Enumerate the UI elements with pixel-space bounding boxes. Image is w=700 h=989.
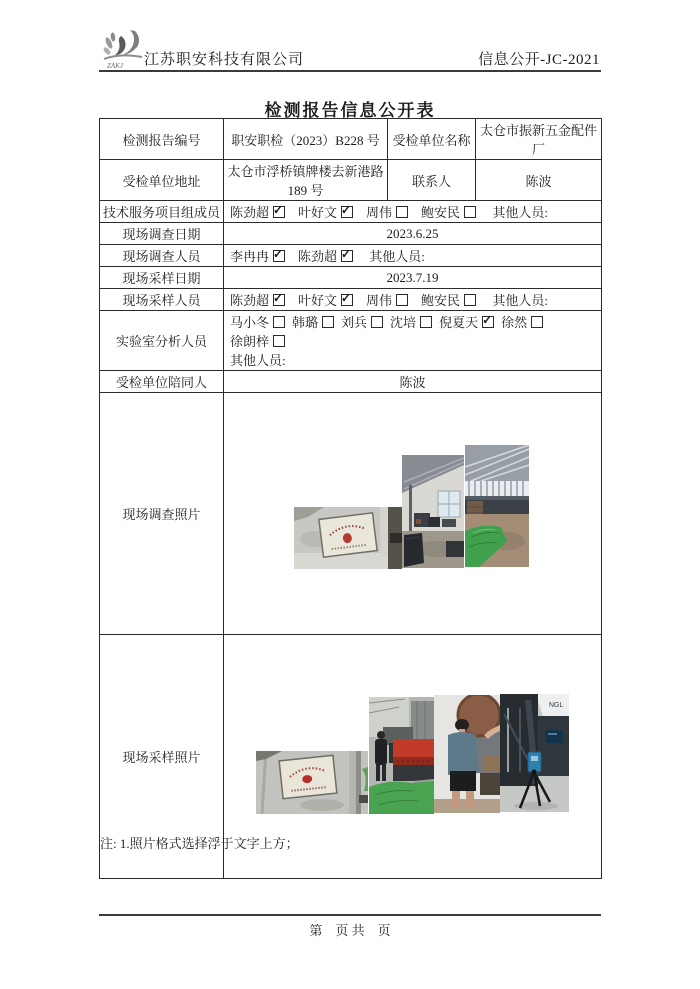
company-name: 江苏职安科技有限公司 [144,52,305,68]
person-checkbox-item [421,205,476,220]
logo-text: ZAKJ [107,62,123,70]
person-checkbox-item [298,293,353,308]
survey-staff-cell [224,245,602,267]
report-no-value: 职安职检（2023）B228 号 [224,119,388,160]
survey-photo-workshop-interior [402,455,464,568]
lab-staff-label: 实验室分析人员 [100,311,224,371]
unchecked-checkbox-icon [273,316,285,328]
escort-label: 受检单位陪同人 [100,371,224,393]
checked-checkbox-icon [273,206,285,218]
unchecked-checkbox-icon [464,294,476,306]
person-name: 韩璐 [292,315,319,330]
tech-team-label: 技术服务项目组成员 [100,201,224,223]
others-label: 其他人员: [369,249,425,264]
person-name: 叶好文 [298,205,338,220]
table-row [100,201,602,223]
unchecked-checkbox-icon [531,316,543,328]
unit-address-value: 太仓市浮桥镇牌楼去新港路189 号 [224,160,388,201]
checked-checkbox-icon [273,294,285,306]
table-row [100,311,602,371]
person-name: 徐然 [501,315,528,330]
others-label: 其他人员: [492,205,548,220]
others-label: 其他人员: [492,293,548,308]
person-checkbox-item [298,205,353,220]
survey-photo-factory-sign [294,507,402,569]
person-name: 刘兵 [341,315,368,330]
company-logo-icon [100,28,146,70]
sampling-photo-worker-press [434,695,500,813]
table-row [100,245,602,267]
person-name: 鲍安民 [421,205,461,220]
survey-photo-workshop-hall [465,445,529,567]
sampling-photo-factory-sign [256,751,368,814]
person-name: 陈劲超 [230,205,270,220]
person-name: 马小冬 [230,315,270,330]
page-title: 检测报告信息公开表 [264,101,436,120]
footnote: 注: 1.照片格式选择浮于文字上方； [100,836,299,851]
table-row [100,267,602,289]
report-no-label: 检测报告编号 [100,119,224,160]
tech-team-cell [224,201,602,223]
checked-checkbox-icon [341,294,353,306]
person-checkbox-item [230,205,285,220]
document-code: 信息公开-JC-2021 [478,52,600,68]
sampling-photo-red-machine [369,697,434,814]
person-name: 周伟 [366,205,393,220]
footer-rule [99,914,601,916]
table-row [100,223,602,245]
person-checkbox-item [421,293,476,308]
person-checkbox-item [366,293,408,308]
person-checkbox-item [366,205,408,220]
person-name: 陈劲超 [298,249,338,264]
unit-name-value: 太仓市振新五金配件厂 [476,119,602,160]
tech-team-checkbox-group [230,205,489,220]
unchecked-checkbox-icon [464,206,476,218]
table-row [100,393,602,635]
person-checkbox-item [230,249,285,264]
machine-brand-label: NGL [549,702,564,709]
unchecked-checkbox-icon [420,316,432,328]
checked-checkbox-icon [341,206,353,218]
sampling-date-value: 2023.7.19 [224,267,602,289]
unit-address-label: 受检单位地址 [100,160,224,201]
table-row [100,160,602,201]
sampling-staff-checkbox-group [230,293,489,308]
survey-staff-checkbox-group [230,249,366,264]
unit-name-label: 受检单位名称 [388,119,476,160]
sampling-date-label: 现场采样日期 [100,267,224,289]
unchecked-checkbox-icon [396,294,408,306]
person-name: 叶好文 [298,293,338,308]
survey-date-label: 现场调查日期 [100,223,224,245]
person-checkbox-item [501,315,543,330]
survey-photos-cell [224,393,602,635]
escort-value: 陈波 [224,371,602,393]
sampling-photo-equipment-tripod [500,694,569,812]
sampling-staff-cell [224,289,602,311]
person-checkbox-item [439,315,494,330]
contact-value: 陈波 [476,160,602,201]
lab-staff-cell [224,311,602,371]
person-checkbox-item [230,293,285,308]
checked-checkbox-icon [341,250,353,262]
person-name: 周伟 [366,293,393,308]
header-rule [99,70,601,72]
page-number-text: 第 页 共 页 [309,923,391,938]
person-checkbox-item [298,249,353,264]
contact-label: 联系人 [388,160,476,201]
person-checkbox-item [230,315,285,330]
person-checkbox-item [390,315,432,330]
lab-staff-checkbox-group [230,312,598,350]
table-row [100,289,602,311]
person-checkbox-item [292,315,334,330]
person-name: 沈培 [390,315,417,330]
person-name: 陈劲超 [230,293,270,308]
unchecked-checkbox-icon [371,316,383,328]
person-name: 徐朗梓 [230,334,270,349]
table-row [100,371,602,393]
sampling-staff-label: 现场采样人员 [100,289,224,311]
person-name: 倪夏天 [439,315,479,330]
report-info-table [99,118,602,879]
checked-checkbox-icon [273,250,285,262]
others-label: 其他人员: [230,353,286,368]
unchecked-checkbox-icon [396,206,408,218]
table-row [100,119,602,160]
person-checkbox-item [341,315,383,330]
person-name: 鲍安民 [421,293,461,308]
survey-photos-label: 现场调查照片 [100,393,224,635]
survey-date-value: 2023.6.25 [224,223,602,245]
unchecked-checkbox-icon [273,335,285,347]
sampling-photos-label: 现场采样照片 [100,635,224,879]
survey-staff-label: 现场调查人员 [100,245,224,267]
checked-checkbox-icon [482,316,494,328]
unchecked-checkbox-icon [322,316,334,328]
person-checkbox-item [230,334,285,349]
person-name: 李冉冉 [230,249,270,264]
